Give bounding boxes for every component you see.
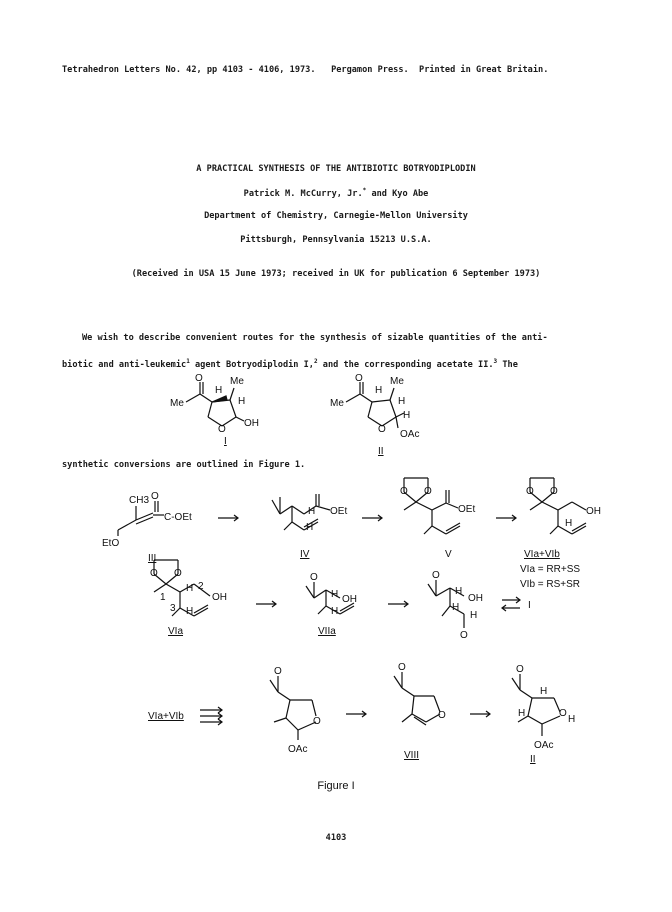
ald-h3: H (470, 610, 478, 621)
IIb-h: H (540, 686, 548, 697)
VIa-definition: VIa = RR+SS (520, 564, 581, 575)
V-o1: O (400, 486, 408, 497)
paragraph-line-1: We wish to describe convenient routes for the synthesis of sizable quantities of the anti- (82, 333, 548, 343)
structure-VIa (150, 560, 227, 637)
VIIa-o: O (310, 572, 318, 583)
VIab-oh: OH (586, 506, 601, 517)
VIa-h: H (186, 583, 194, 594)
VIII-o: O (398, 662, 406, 673)
address: Pittsburgh, Pennsylvania 15213 U.S.A. (240, 235, 432, 245)
VIIa-oh: OH (342, 594, 357, 605)
III-eto: EtO (102, 538, 120, 549)
affiliation: Department of Chemistry, Carnegie-Mellon University (204, 211, 468, 221)
II-h-label: H (375, 385, 383, 396)
I-ring-o-label: O (218, 424, 226, 435)
label-VIa: VIa (168, 626, 184, 637)
VIIa-h: H (331, 589, 339, 600)
structure-II-bottom (512, 664, 575, 765)
VIa-o2: O (174, 568, 182, 579)
IIb-ring-o: O (559, 708, 567, 719)
label-III: III (148, 553, 157, 564)
structure-aldehyde (428, 570, 483, 641)
I-h-label: H (215, 385, 223, 396)
II-ring-o-label: O (378, 424, 386, 435)
label-VIab-bottom: VIa+VIb (148, 711, 184, 722)
article-title: A PRACTICAL SYNTHESIS OF THE ANTIBIOTIC BOTRYODIPLODIN (196, 164, 476, 174)
figure-caption: Figure I (317, 780, 355, 792)
V-o2: O (424, 486, 432, 497)
acf-o: O (274, 666, 282, 677)
ald-h: H (455, 586, 463, 597)
page-number: 4103 (325, 833, 347, 843)
IIb-oac: OAc (534, 740, 554, 751)
ald-oh: OH (468, 593, 483, 604)
VIa-h2: H (186, 606, 194, 617)
II-h2-label: H (398, 396, 406, 407)
structure-VIIa (306, 572, 357, 637)
acf-oac: OAc (288, 744, 308, 755)
structure-IV (272, 494, 347, 560)
IV-oet: OEt (330, 506, 348, 517)
I-o-label: O (195, 373, 203, 384)
III-o: O (151, 491, 159, 502)
IIb-h2: H (518, 708, 526, 719)
IV-h: H (308, 506, 316, 517)
label-II-bottom: II (530, 754, 536, 765)
II-h3-label: H (403, 410, 411, 421)
II-me-label: Me (330, 398, 344, 409)
VIa-oh: OH (212, 592, 227, 603)
IIb-o: O (516, 664, 524, 675)
III-coet: C-OEt (164, 512, 192, 523)
ald-h2: H (452, 602, 460, 613)
acf-ring-o: O (313, 716, 321, 727)
label-I: I (224, 436, 227, 447)
II-oac-label: OAc (400, 429, 420, 440)
V-oet: OEt (458, 504, 476, 515)
received-dates: (Received in USA 15 June 1973; received in UK for publication 6 September 1973) (131, 269, 541, 279)
label-I-equilibrium: I (528, 600, 531, 611)
label-VIab: VIa+VIb (524, 549, 560, 560)
VIab-h: H (565, 518, 573, 529)
I-h2-label: H (238, 396, 246, 407)
ald-o: O (432, 570, 440, 581)
structure-VIab (520, 478, 601, 590)
label-VIII: VIII (404, 750, 420, 761)
structure-V (400, 478, 475, 560)
I-oh-label: OH (244, 418, 259, 429)
label-II: II (378, 446, 384, 457)
IIb-h3: H (568, 714, 576, 725)
II-me-top-label: Me (390, 376, 404, 387)
VIab-o2: O (550, 486, 558, 497)
structure-III (102, 491, 192, 564)
structure-acetoxy-furan (270, 666, 321, 755)
VIb-definition: VIb = RS+SR (520, 579, 581, 590)
VIa-num3: 3 (170, 603, 176, 614)
II-o-label: O (355, 373, 363, 384)
label-V: V (445, 549, 452, 560)
VIa-num2: 2 (198, 581, 204, 592)
VIIa-h2: H (331, 606, 339, 617)
III-ch3: CH3 (129, 495, 150, 506)
VIa-num1: 1 (160, 592, 166, 603)
label-IV: IV (300, 549, 310, 560)
VIII-ring-o: O (438, 710, 446, 721)
paragraph-2: synthetic conversions are outlined in Figure 1. (62, 460, 306, 470)
VIab-o1: O (526, 486, 534, 497)
authors: Patrick M. McCurry, Jr.* and Kyo Abe (243, 187, 429, 199)
I-me-top-label: Me (230, 376, 244, 387)
structure-VIII (394, 662, 446, 761)
label-VIIa: VIIa (318, 626, 336, 637)
VIa-o1: O (150, 568, 158, 579)
journal-citation: Tetrahedron Letters No. 42, pp 4103 - 4106, 1973. Pergamon Press. Printed in Great Britain. (62, 65, 549, 75)
ald-o2: O (460, 630, 468, 641)
IV-h2: H (306, 522, 314, 533)
paragraph-line-2: biotic and anti-leukemic$^1$ agent Botryodiplodin I,$^2$ and the corresponding acetate II.$^3$ The (62, 358, 518, 370)
I-me-label: Me (170, 398, 184, 409)
